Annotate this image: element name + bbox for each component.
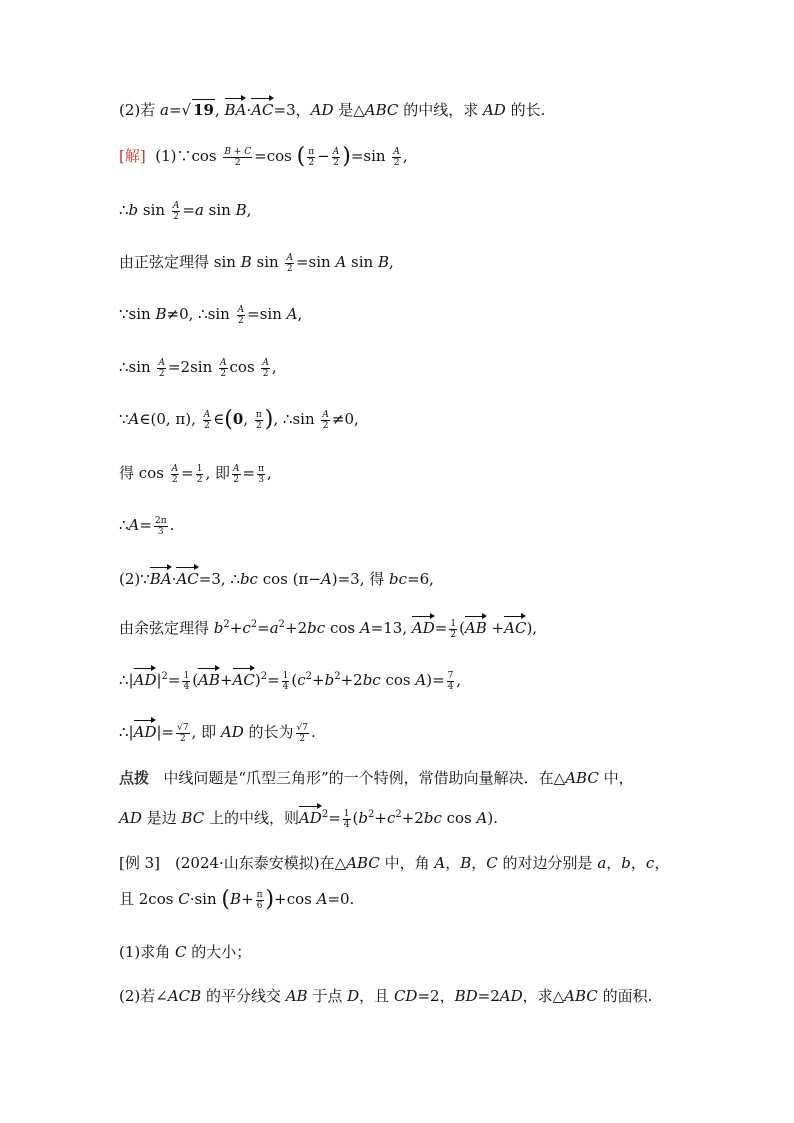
example-3-part-1: (1)求角 C 的大小； <box>119 943 252 961</box>
example-3-part-2: (2)若∠ACB 的平分线交 AB 于点 D，且 CD=2，BD=2AD，求△ABC 的面积. <box>119 987 653 1005</box>
solution-line-6: ∵A∈(0, π), $\frac{A}{2}$ ∈(0, $\frac{\pi}{2}$ ), ∴sin $\frac{A}{2}$ ≠0, <box>119 407 359 432</box>
solution-line-11: $\therefore|AD|^2=$ $\frac{1}{4}$ $(AB+AC)^2=$ $\frac{1}{4}$ ($c^2+b^2+2bc$ cos A)= $\frac{7}{4}$ , <box>119 666 461 692</box>
tip-line-2: AD 是边 BC 上的中线，则$AD^2=$ $\frac{1}{4}$ ($b^2+c^2+2bc$ cos A). <box>119 804 498 830</box>
solution-line-2: ∴b sin $\frac{A}{2}$ =a sin B, <box>119 200 252 222</box>
solution-line-1: [解] (1)∵cos $\frac{B + C}{2}$ =cos ( $\frac{\pi}{2}$ − $\frac{A}{2}$ )=sin $\frac{A}{2}$ , <box>119 144 408 169</box>
solution-tag: [解] <box>119 147 146 165</box>
solution-line-10: 由余弦定理得 $b^2+c^2=a^2+2bc$ cos A=13, AD= $\frac{1}{2}$ (AB +AC), <box>119 614 537 640</box>
solution-line-9: (2)∵BA·AC=3, ∴bc cos (π−A)=3, 得 bc=6, <box>119 565 434 589</box>
tip-tag: 点拨 <box>119 769 150 787</box>
solution-line-5: ∴sin $\frac{A}{2}$ =2sin $\frac{A}{2}$ cos $\frac{A}{2}$ , <box>119 357 277 379</box>
example-3-line-1: [例 3] (2024·山东泰安模拟)在△ABC 中，角 A，B，C 的对边分别是 a，b，c， <box>119 854 670 872</box>
solution-line-3: 由正弦定理得 sin B sin $\frac{A}{2}$ =sin A sin B, <box>119 252 394 274</box>
solution-line-12: ∴|AD|= $\frac{√7}{2}$ , 即 AD 的长为 $\frac{√7}{2}$ . <box>119 718 316 744</box>
solution-line-7: 得 cos $\frac{A}{2}$ = $\frac{1}{2}$ , 即 $\frac{A}{2}$ = $\frac{\pi}{3}$ , <box>119 463 272 485</box>
tip-line-1: 点拨 中线问题是“爪型三角形”的一个特例，常借助向量解决．在△ABC 中， <box>119 769 634 787</box>
example-3-line-2: 且 2cos C·sin (B+ $\frac{\pi}{6}$ )+cos A=0. <box>119 887 355 912</box>
solution-line-8: ∴A= $\frac{2\pi}{3}$ . <box>119 515 175 537</box>
solution-line-4: ∵sin B≠0, ∴sin $\frac{A}{2}$ =sin A, <box>119 304 303 326</box>
problem-part-2: (2)若 a=√ 19, BA·AC=3，AD 是△ABC 的中线，求 AD 的长. <box>119 96 545 120</box>
